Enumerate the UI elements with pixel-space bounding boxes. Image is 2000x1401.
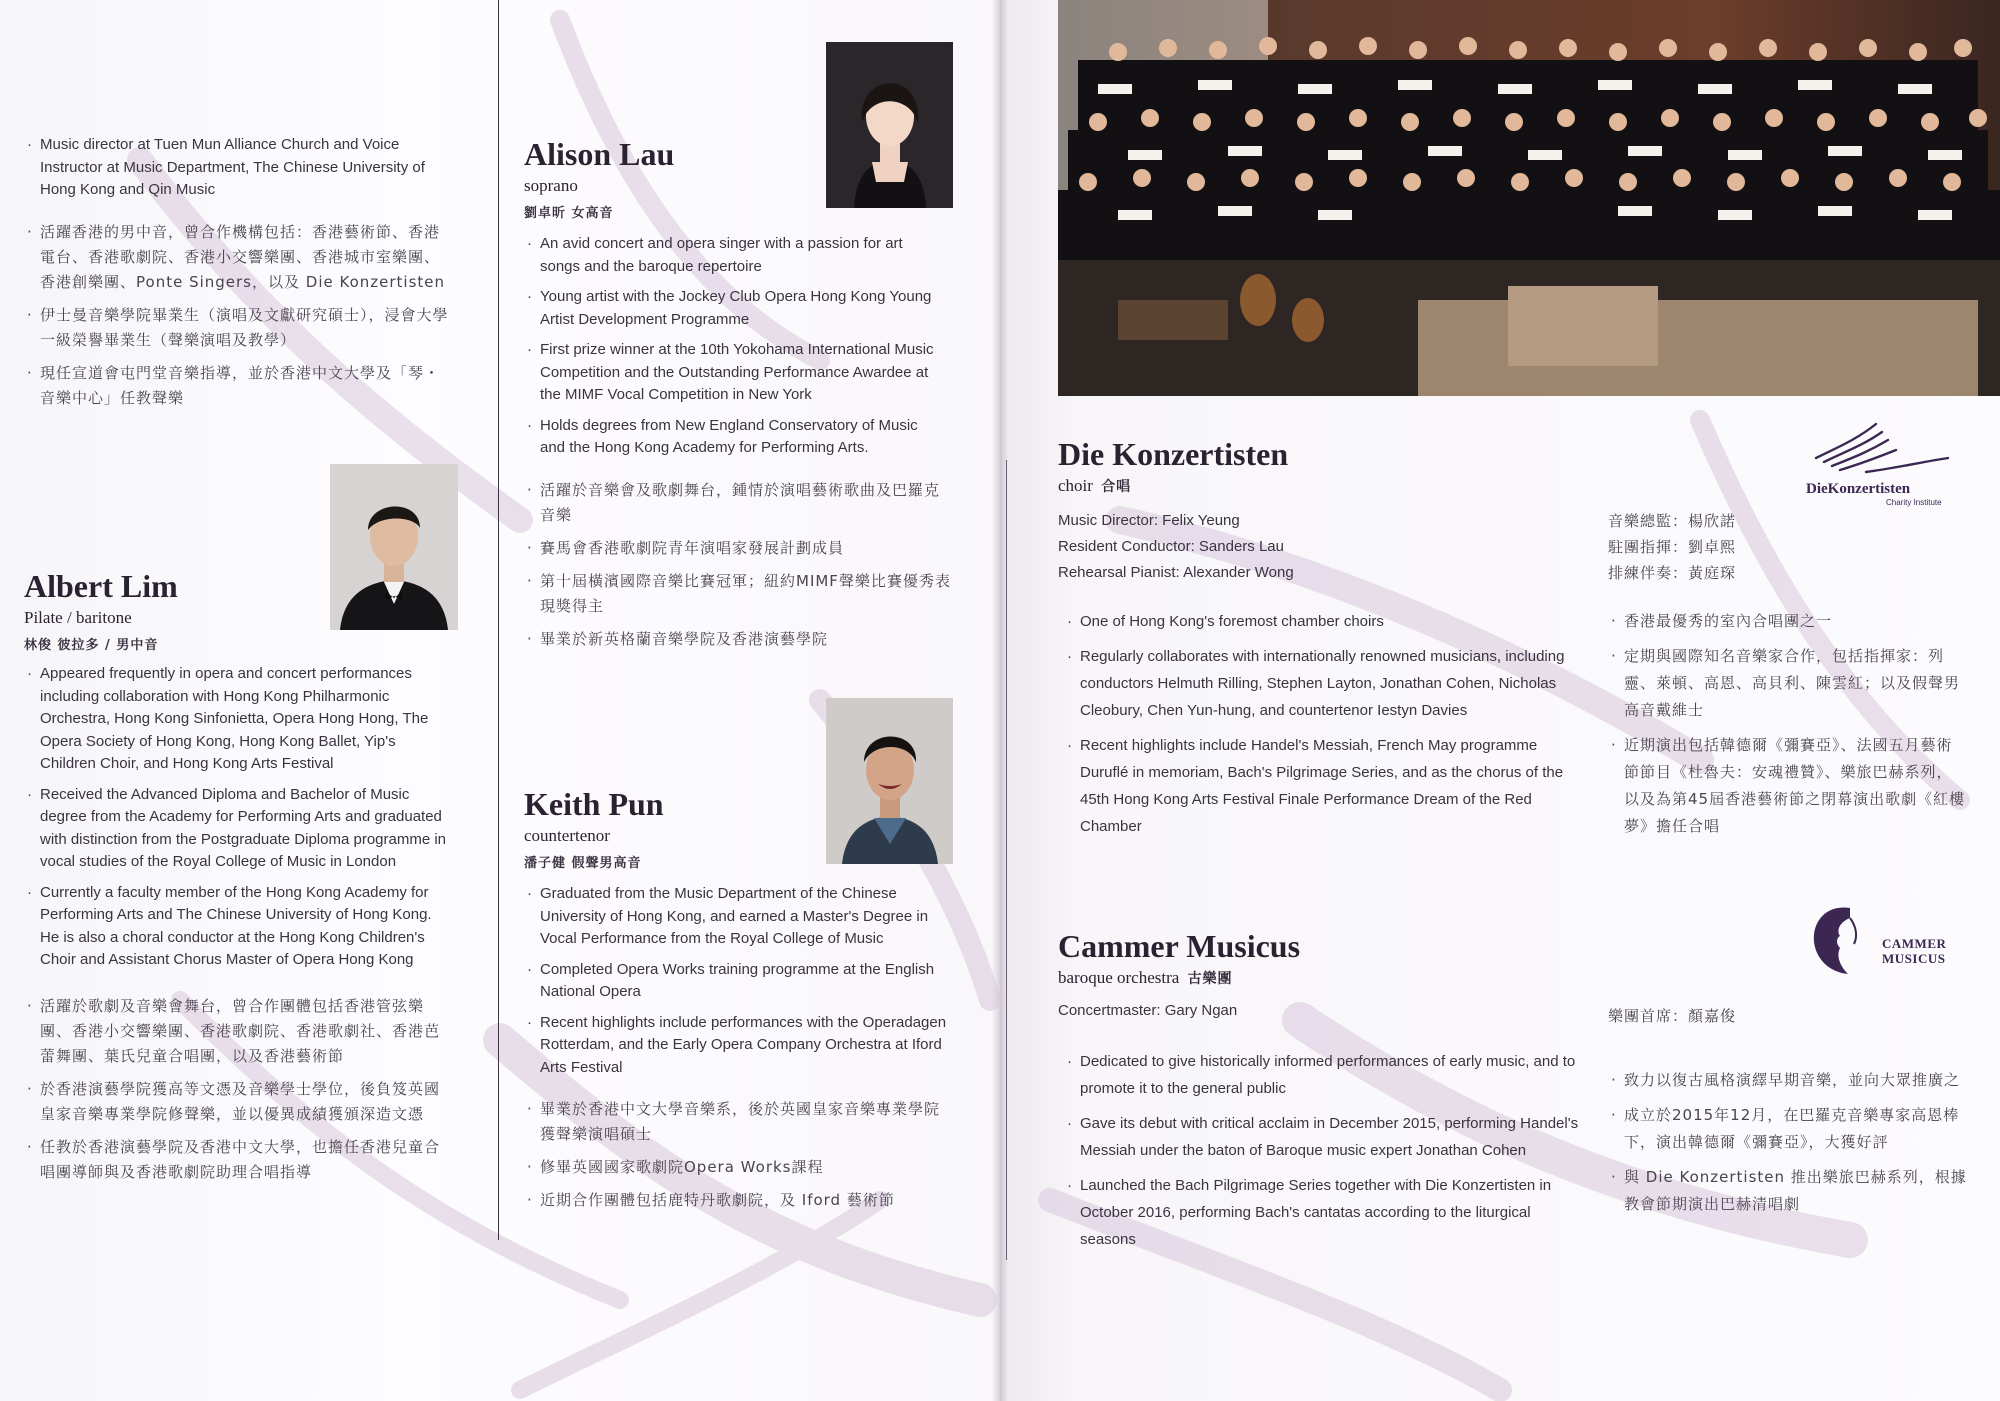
- list-item: · Currently a faculty member of the Hong Kong Academy for Performing Arts and The Chinese University of Hong Kong. He is also a choral conductor at the Hong Kong Children's Choir and Assistant Chorus Master of Opera Hong Kong: [24, 882, 454, 972]
- list-item: · One of Hong Kong's foremost chamber choirs: [1064, 608, 1580, 635]
- cammer-musicus-logo: [1806, 900, 1966, 980]
- performer-name: Alison Lau: [524, 136, 675, 172]
- konzertisten-wing-icon: [1806, 418, 1956, 478]
- cammer-musicus-head-icon: [1806, 900, 1866, 980]
- list-item: · Recent highlights include Handel's Messiah, French May programme Duruflé in memoriam, Bach's Pilgrimage Series, and as the chorus of the 45th Hong Kong Arts Festival Finale Performance Dream of the Red Chamber: [1064, 732, 1580, 840]
- list-item: · 伊士曼音樂學院畢業生（演唱及文獻研究碩士），浸會大學一級榮譽畢業生（聲樂演唱及教學）: [24, 303, 454, 353]
- staff-line: 排練伴奏：黃庭琛: [1608, 564, 1737, 582]
- list-item: · An avid concert and opera singer with a passion for art songs and the baroque repertoire: [524, 233, 944, 278]
- alison-lau-section: [524, 138, 954, 660]
- staff-line: Rehearsal Pianist: Alexander Wong: [1058, 564, 1294, 581]
- list-item: · 於香港演藝學院獲高等文憑及音樂學士學位，後負笈英國皇家音樂專業學院修聲樂，並以優異成績獲頒深造文憑: [24, 1077, 454, 1127]
- list-item: · 畢業於新英格蘭音樂學院及香港演藝學院: [524, 627, 954, 652]
- list-item: · Young artist with the Jockey Club Opera Hong Kong Young Artist Development Programme: [524, 286, 944, 331]
- list-item: · Completed Opera Works training programme at the English National Opera: [524, 959, 954, 1004]
- konzertisten-zh-column: [1608, 508, 1968, 848]
- ensemble-role: [1058, 968, 1598, 988]
- konzertisten-logo: [1806, 418, 1956, 508]
- list-item: · Regularly collaborates with internationally renowned musicians, including conductors Helmuth Rilling, Stephen Layton, Jonathan Cohen, Nicholas Cleobury, Chen Yun-hung, and countertenor Iestyn Davies: [1064, 643, 1580, 724]
- column-rule-right-page: [1006, 460, 1007, 1260]
- keith-list-zh: [524, 1097, 954, 1213]
- list-item: · Recent highlights include performances with the Operadagen Rotterdam, and the Early Opera Company Orchestra at Iford Arts Festival: [524, 1012, 954, 1080]
- die-konzertisten-section: [1058, 438, 1698, 848]
- alison-list-zh: [524, 478, 954, 652]
- staff-line: Resident Conductor: Sanders Lau: [1058, 538, 1284, 555]
- list-item: · Received the Advanced Diploma and Bachelor of Music degree from the Academy for Performing Arts and graduated with distinction from the Postgraduate Diploma programme in vocal studies of the Royal College of Music in London: [24, 784, 454, 874]
- list-item: · 成立於2015年12月，在巴羅克音樂專家高恩棒下，演出韓德爾《彌賽亞》，大獲好評: [1608, 1102, 1968, 1156]
- performer-role-zh: 潘子健 假聲男高音: [524, 856, 642, 871]
- list-item: · 賽馬會香港歌劇院青年演唱家發展計劃成員: [524, 536, 954, 561]
- list-item: · 致力以復古風格演繹早期音樂，並向大眾推廣之: [1608, 1067, 1968, 1094]
- cammer-list-en: [1058, 1048, 1580, 1253]
- ensemble-role-en: choir: [1058, 476, 1093, 495]
- list-item: · 香港最優秀的室內合唱團之一: [1608, 608, 1968, 635]
- list-item: · Gave its debut with critical acclaim in December 2015, performing Handel's Messiah under the baton of Baroque music expert Jonathan Cohen: [1064, 1110, 1580, 1164]
- staff-line: 音樂總監：楊欣諾: [1608, 512, 1737, 530]
- performer-role-zh: 林俊 彼拉多 / 男中音: [24, 638, 159, 653]
- performer-name: Albert Lim: [24, 568, 178, 604]
- list-item: · 活躍香港的男中音，曾合作機構包括：香港藝術節、香港電台、香港歌劇院、香港小交響樂團、香港城市室樂團、香港創樂團、Ponte Singers，以及 Die Konzertisten: [24, 220, 454, 295]
- keith-list-en: [524, 883, 954, 1079]
- keith-pun-section: [524, 788, 954, 1221]
- performer-role: countertenor: [524, 826, 610, 845]
- list-item: · 任教於香港演藝學院及香港中文大學，也擔任香港兒童合唱團導師與及香港歌劇院助理合唱指導: [24, 1135, 454, 1185]
- ensemble-role-zh: 古樂團: [1187, 971, 1233, 987]
- list-item: · First prize winner at the 10th Yokohama International Music Competition and the Outstanding Performance Awardee at the MIMF Vocal Competition in New York: [524, 339, 944, 407]
- list-item: · 現任宣道會屯門堂音樂指導，並於香港中文大學及「琴・音樂中心」任教聲樂: [24, 361, 454, 411]
- cammer-list-zh: [1608, 1067, 1968, 1218]
- cammer-staff-en: Concertmaster: Gary Ngan: [1058, 1002, 1238, 1019]
- albert-list-zh: [24, 994, 454, 1185]
- cammer-logo-text: [1882, 936, 1946, 966]
- ensemble-role-zh: 合唱: [1101, 479, 1132, 495]
- alison-list-en: [524, 233, 944, 460]
- list-item: · Music director at Tuen Mun Alliance Church and Voice Instructor at Music Department, The Chinese University of Hong Kong and Qin Music: [24, 134, 454, 202]
- intro-list-en: [24, 134, 454, 202]
- cammer-zh-column: [1608, 1003, 1968, 1226]
- intro-section: [24, 134, 454, 419]
- albert-lim-section: [24, 570, 454, 1193]
- performer-role: Pilate / baritone: [24, 608, 132, 627]
- list-item: · Holds degrees from New England Conservatory of Music and the Hong Kong Academy for Performing Arts.: [524, 415, 944, 460]
- cammer-logo-line1: CAMMER: [1882, 936, 1947, 951]
- list-item: · 近期演出包括韓德爾《彌賽亞》、法國五月藝術節節目《杜魯夫：安魂禮贊》、樂旅巴赫系列，以及為第45屆香港藝術節之閉幕演出歌劇《紅樓夢》擔任合唱: [1608, 732, 1968, 840]
- konzertisten-list-zh: [1608, 608, 1968, 840]
- staff-line: 駐團指揮：劉卓熙: [1608, 538, 1737, 556]
- konzertisten-staff-zh: [1608, 508, 1968, 586]
- albert-list-en: [24, 663, 454, 972]
- performer-name: Keith Pun: [524, 786, 664, 822]
- list-item: · Appeared frequently in opera and concert performances including collaboration with Hong Kong Philharmonic Orchestra, Hong Kong Sinfonietta, Opera Hong Hong, The Opera Society of Hong Kong, Hong Kong Ballet, Yip's Children Choir, and Hong Kong Arts Festival: [24, 663, 454, 776]
- cammer-staff-zh: 樂團首席：顏嘉俊: [1608, 1007, 1737, 1025]
- list-item: · Graduated from the Music Department of the Chinese University of Hong Kong, and earned a Master's Degree in Vocal Performance from the Royal College of Music: [524, 883, 954, 951]
- intro-list-zh: [24, 220, 454, 411]
- performer-role-zh: 劉卓昕 女高音: [524, 206, 614, 221]
- ensemble-name: Die Konzertisten: [1058, 436, 1289, 472]
- list-item: · 第十屆橫濱國際音樂比賽冠軍；紐約MIMF聲樂比賽優秀表現獎得主: [524, 569, 954, 619]
- list-item: · 近期合作團體包括鹿特丹歌劇院，及 Iford 藝術節: [524, 1188, 954, 1213]
- list-item: · 與 Die Konzertisten 推出樂旅巴赫系列，根據教會節期演出巴赫清唱劇: [1608, 1164, 1968, 1218]
- ensemble-name: Cammer Musicus: [1058, 928, 1301, 964]
- ensemble-role: [1058, 476, 1698, 496]
- choir-orchestra-photo: [1058, 0, 2000, 396]
- list-item: · 定期與國際知名音樂家合作，包括指揮家：列靈、萊頓、高恩、高貝利、陳雲紅；以及假聲男高音戴維士: [1608, 643, 1968, 724]
- column-rule-left: [498, 0, 499, 1240]
- konzertisten-logo-text: DieKonzertisten: [1806, 481, 1911, 497]
- list-item: · 活躍於歌劇及音樂會舞台，曾合作團體包括香港管弦樂團、香港小交響樂團、香港歌劇院、香港歌劇社、香港芭蕾舞團、葉氏兒童合唱團，以及香港藝術節: [24, 994, 454, 1069]
- list-item: · Launched the Bach Pilgrimage Series together with Die Konzertisten in October 2016, performing Bach's cantatas according to the liturgical seasons: [1064, 1172, 1580, 1253]
- list-item: · 畢業於香港中文大學音樂系，後於英國皇家音樂專業學院獲聲樂演唱碩士: [524, 1097, 954, 1147]
- staff-line: Music Director: Felix Yeung: [1058, 512, 1240, 529]
- konzertisten-staff-en: [1058, 508, 1698, 586]
- konzertisten-list-en: [1058, 608, 1580, 840]
- cammer-musicus-section: [1058, 930, 1598, 1261]
- ensemble-role-en: baroque orchestra: [1058, 968, 1180, 987]
- list-item: · 活躍於音樂會及歌劇舞台，鍾情於演唱藝術歌曲及巴羅克音樂: [524, 478, 954, 528]
- performer-role: soprano: [524, 176, 578, 195]
- list-item: · Dedicated to give historically informed performances of early music, and to promote it to the general public: [1064, 1048, 1580, 1102]
- list-item: · 修畢英國國家歌劇院Opera Works課程: [524, 1155, 954, 1180]
- cammer-logo-line2: MUSICUS: [1882, 951, 1946, 966]
- konzertisten-logo-subtext: Charity Institute: [1886, 498, 1942, 507]
